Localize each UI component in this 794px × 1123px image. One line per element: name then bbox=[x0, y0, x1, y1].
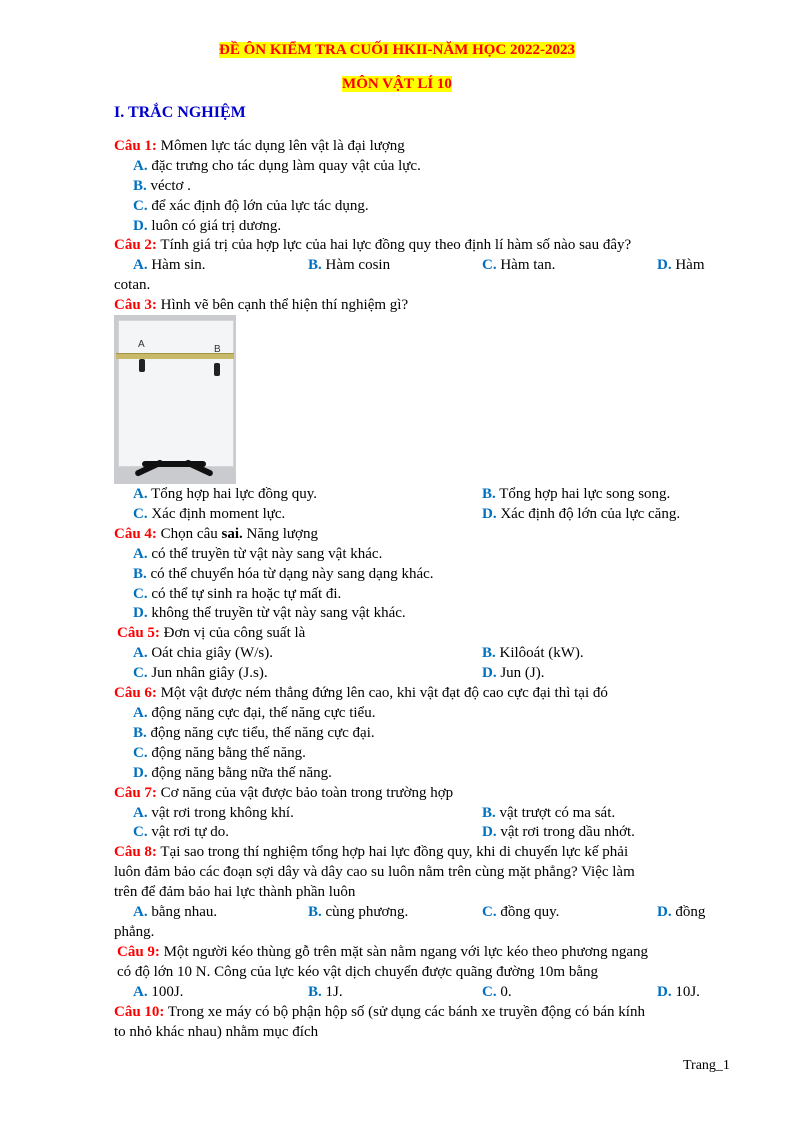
option-letter: B. bbox=[308, 904, 322, 920]
option-letter: B. bbox=[133, 566, 147, 582]
option-letter: A. bbox=[133, 904, 148, 920]
text-line bbox=[482, 982, 512, 1002]
option-letter: C. bbox=[133, 824, 148, 840]
text-segment: có độ lớn 10 N. Công của lực kéo vật dịch chuyển được quãng đường 10m bằng bbox=[117, 964, 599, 980]
text-line bbox=[482, 504, 680, 524]
text-line bbox=[482, 643, 584, 663]
text-segment: Xác định độ lớn của lực căng. bbox=[496, 506, 681, 522]
text-line bbox=[133, 663, 268, 683]
option-letter: D. bbox=[657, 904, 672, 920]
text-line bbox=[133, 176, 191, 196]
option-letter: D. bbox=[482, 665, 497, 681]
text-segment: vật rơi trong không khí. bbox=[147, 805, 294, 821]
text-line bbox=[133, 803, 294, 823]
text-line bbox=[133, 196, 369, 216]
option-letter: A. bbox=[133, 158, 148, 174]
text-line bbox=[133, 584, 341, 604]
option-letter: C. bbox=[133, 745, 148, 761]
exam-title-row bbox=[0, 42, 794, 59]
text-line bbox=[133, 763, 332, 783]
option-letter: D. bbox=[482, 506, 497, 522]
text-line bbox=[133, 743, 306, 763]
exam-title: ĐỀ ÔN KIỂM TRA CUỐI HKII-NĂM HỌC 2022-2023 bbox=[219, 42, 575, 58]
text-line bbox=[133, 643, 273, 663]
option-letter: C. bbox=[482, 904, 497, 920]
text-segment: 1J. bbox=[321, 984, 343, 1000]
text-segment: phẳng. bbox=[114, 924, 155, 940]
option-letter: C. bbox=[133, 665, 148, 681]
question-number: Câu 8: bbox=[114, 844, 157, 860]
option-letter: C. bbox=[133, 586, 148, 602]
text-line bbox=[482, 902, 559, 922]
text-line bbox=[114, 842, 628, 862]
question-number: Câu 10: bbox=[114, 1004, 165, 1020]
text-segment: đồng quy. bbox=[496, 904, 560, 920]
label-b: B bbox=[214, 344, 221, 355]
option-letter: B. bbox=[308, 984, 322, 1000]
text-segment: để xác định độ lớn của lực tác dụng. bbox=[147, 198, 369, 214]
option-letter: B. bbox=[133, 725, 147, 741]
question-number: Câu 4: bbox=[114, 526, 157, 542]
text-line bbox=[657, 902, 705, 922]
text-line bbox=[117, 962, 598, 982]
text-segment: Hàm tan. bbox=[496, 257, 556, 273]
text-line bbox=[117, 623, 305, 643]
text-segment: Hình vẽ bên cạnh thể hiện thí nghiệm gì? bbox=[156, 297, 409, 313]
text-segment: có thể tự sinh ra hoặc tự mất đi. bbox=[147, 586, 342, 602]
text-line bbox=[308, 982, 343, 1002]
subject-title: MÔN VẬT LÍ 10 bbox=[342, 76, 452, 92]
text-segment: vật trượt có ma sát. bbox=[495, 805, 616, 821]
text-segment: trên để đảm bảo hai lực thành phần luôn bbox=[114, 884, 356, 900]
text-line bbox=[114, 882, 355, 902]
option-letter: A. bbox=[133, 645, 148, 661]
text-segment: Xác định moment lực. bbox=[147, 506, 286, 522]
text-line bbox=[133, 504, 285, 524]
text-line bbox=[114, 922, 154, 942]
text-segment: 0. bbox=[496, 984, 512, 1000]
question-number: Câu 6: bbox=[114, 685, 157, 701]
option-letter: B. bbox=[308, 257, 322, 273]
text-segment: Tổng hợp hai lực song song. bbox=[495, 486, 671, 502]
text-line bbox=[308, 902, 408, 922]
text-segment: Cơ năng của vật được bảo toàn trong trường hợp bbox=[156, 785, 454, 801]
text-line bbox=[114, 235, 631, 255]
question-number: Câu 1: bbox=[114, 138, 157, 154]
text-segment: Tổng hợp hai lực đồng quy. bbox=[147, 486, 317, 502]
text-segment: không thể truyền từ vật này sang vật khác. bbox=[147, 605, 406, 621]
text-line bbox=[114, 862, 635, 882]
text-segment: Trong xe máy có bộ phận hộp số (sử dụng các bánh xe truyền động có bán kính bbox=[164, 1004, 645, 1020]
page-number: Trang_1 bbox=[683, 1058, 730, 1073]
text-segment: động năng bằng nữa thế năng. bbox=[147, 765, 332, 781]
text-segment: đặc trưng cho tác dụng làm quay vật của lực. bbox=[147, 158, 421, 174]
text-segment: 100J. bbox=[147, 984, 184, 1000]
text-line bbox=[114, 1002, 645, 1022]
text-segment: Tính giá trị của hợp lực của hai lực đồng quy theo định lí hàm số nào sau đây? bbox=[156, 237, 632, 253]
option-letter: D. bbox=[657, 257, 672, 273]
text-line bbox=[133, 603, 406, 623]
text-line bbox=[114, 524, 318, 544]
section-heading: I. TRẮC NGHIỆM bbox=[114, 104, 246, 121]
text-segment: Hàm cosin bbox=[321, 257, 391, 273]
option-letter: C. bbox=[133, 198, 148, 214]
text-segment: vật rơi trong dầu nhớt. bbox=[496, 824, 635, 840]
text-segment: động năng cực tiểu, thế năng cực đại. bbox=[146, 725, 375, 741]
text-segment: động năng cực đại, thế năng cực tiểu. bbox=[147, 705, 376, 721]
text-line bbox=[133, 902, 217, 922]
text-segment: cotan. bbox=[114, 277, 151, 293]
text-line bbox=[133, 216, 281, 236]
option-letter: A. bbox=[133, 984, 148, 1000]
text-segment: Tại sao trong thí nghiệm tổng hợp hai lực đồng quy, khi di chuyển lực kế phải bbox=[156, 844, 629, 860]
text-segment: Một vật được ném thẳng đứng lên cao, khi vật đạt độ cao cực đại thì tại đó bbox=[156, 685, 608, 701]
text-segment: động năng bằng thế năng. bbox=[147, 745, 306, 761]
text-segment: Oát chia giây (W/s). bbox=[147, 645, 273, 661]
text-segment: Hàm bbox=[671, 257, 705, 273]
option-letter: D. bbox=[657, 984, 672, 1000]
question-number: Câu 9: bbox=[117, 944, 160, 960]
question-number: Câu 3: bbox=[114, 297, 157, 313]
label-a: A bbox=[138, 339, 145, 350]
text-line bbox=[657, 255, 705, 275]
white-board bbox=[118, 320, 234, 467]
text-line bbox=[308, 255, 390, 275]
text-segment: có thể truyền từ vật này sang vật khác. bbox=[147, 546, 383, 562]
option-letter: B. bbox=[482, 486, 496, 502]
text-line bbox=[114, 1022, 318, 1042]
text-segment: cùng phương. bbox=[321, 904, 409, 920]
text-segment: Đơn vị của công suất là bbox=[159, 625, 306, 641]
experiment-photo bbox=[114, 315, 236, 484]
option-letter: D. bbox=[133, 765, 148, 781]
text-line bbox=[133, 703, 375, 723]
option-letter: B. bbox=[482, 645, 496, 661]
question-number: Câu 7: bbox=[114, 785, 157, 801]
text-line bbox=[133, 156, 421, 176]
text-line bbox=[482, 803, 615, 823]
text-segment: có thể chuyển hóa từ dạng này sang dạng khác. bbox=[146, 566, 434, 582]
text-line bbox=[482, 484, 670, 504]
text-segment: Hàm sin. bbox=[147, 257, 206, 273]
option-letter: D. bbox=[133, 218, 148, 234]
option-letter: A. bbox=[133, 257, 148, 273]
text-segment: Jun (J). bbox=[496, 665, 545, 681]
text-line bbox=[114, 683, 608, 703]
text-segment: luôn đảm bảo các đoạn sợi dây và dây cao su luôn nằm trên cùng mặt phẳng? Việc làm bbox=[114, 864, 635, 880]
text-segment: Chọn câu bbox=[156, 526, 222, 542]
text-segment: đồng bbox=[671, 904, 706, 920]
option-letter: A. bbox=[133, 486, 148, 502]
text-segment: vật rơi tự do. bbox=[147, 824, 230, 840]
option-letter: C. bbox=[482, 257, 497, 273]
text-segment: bằng nhau. bbox=[147, 904, 218, 920]
text-line bbox=[114, 136, 405, 156]
text-line bbox=[133, 564, 434, 584]
text-line bbox=[657, 982, 700, 1002]
question-number: Câu 5: bbox=[117, 625, 160, 641]
text-line bbox=[482, 255, 555, 275]
dynamometer-a-icon bbox=[139, 359, 145, 372]
text-segment: to nhỏ khác nhau) nhằm mục đích bbox=[114, 1024, 319, 1040]
option-letter: B. bbox=[482, 805, 496, 821]
text-line bbox=[133, 484, 317, 504]
text-line bbox=[482, 663, 545, 683]
text-segment: luôn có giá trị dương. bbox=[147, 218, 282, 234]
option-letter: D. bbox=[482, 824, 497, 840]
option-letter: C. bbox=[482, 984, 497, 1000]
text-segment: Một người kéo thùng gỗ trên mặt sàn nằm ngang với lực kéo theo phương ngang bbox=[159, 944, 649, 960]
text-line bbox=[114, 275, 150, 295]
option-letter: A. bbox=[133, 546, 148, 562]
option-letter: A. bbox=[133, 705, 148, 721]
text-line bbox=[117, 942, 648, 962]
dynamometer-b-icon bbox=[214, 363, 220, 376]
option-letter: C. bbox=[133, 506, 148, 522]
text-line bbox=[114, 783, 453, 803]
text-line bbox=[133, 982, 183, 1002]
text-segment: véctơ . bbox=[146, 178, 191, 194]
text-segment: Mômen lực tác dụng lên vật là đại lượng bbox=[156, 138, 405, 154]
text-line bbox=[133, 822, 229, 842]
text-line bbox=[114, 295, 408, 315]
option-letter: D. bbox=[133, 605, 148, 621]
text-line bbox=[482, 822, 635, 842]
text-line bbox=[133, 255, 206, 275]
text-segment: sai. bbox=[221, 526, 243, 542]
text-segment: Jun nhân giây (J.s). bbox=[147, 665, 268, 681]
text-segment: Năng lượng bbox=[242, 526, 318, 542]
text-line bbox=[133, 544, 382, 564]
option-letter: A. bbox=[133, 805, 148, 821]
subject-title-row bbox=[0, 76, 794, 93]
option-letter: B. bbox=[133, 178, 147, 194]
text-segment: Kilôoát (kW). bbox=[495, 645, 584, 661]
text-segment: 10J. bbox=[671, 984, 700, 1000]
text-line bbox=[133, 723, 375, 743]
question-number: Câu 2: bbox=[114, 237, 157, 253]
